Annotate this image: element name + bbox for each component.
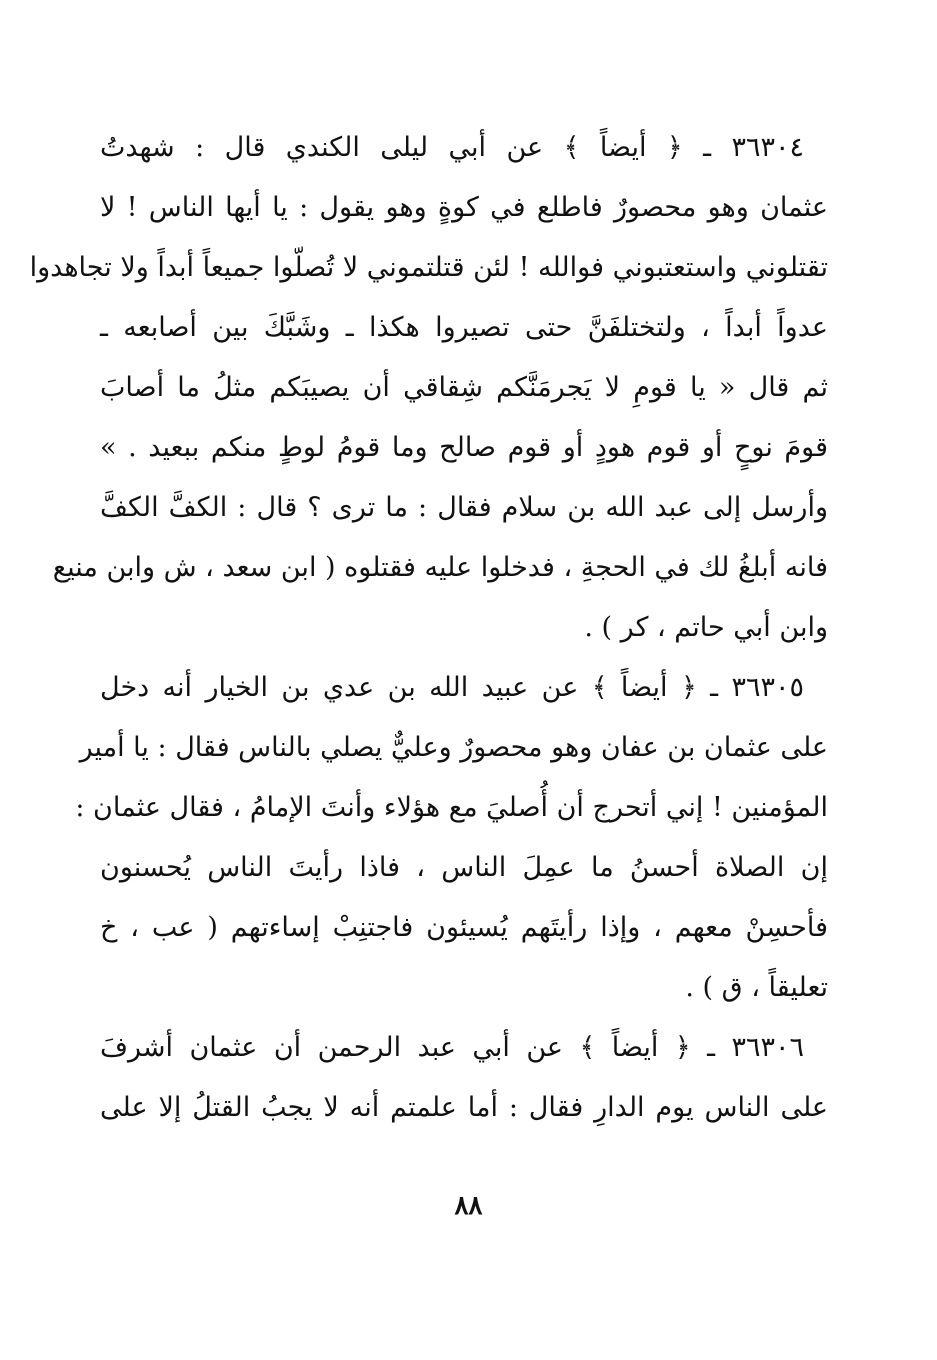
document-text <box>29 118 828 1138</box>
text-line: إن الصلاة أحسنُ ما عمِلَ الناس ، فاذا رأيتَ الناس يُحسنون <box>100 852 828 883</box>
text-line: ثم قال « يا قومِ لا يَجرمَنَّكم شِقاقي أن يصيبَكم مثلُ ما أصابَ <box>100 372 828 403</box>
text-line: المؤمنين ! إني أتحرج أن أُصليَ مع هؤلاء وأنتَ الإمامُ ، فقال عثمان : <box>75 792 828 823</box>
text-line: عثمان وهو محصورٌ فاطلع في كوةٍ وهو يقول : يا أيها الناس ! لا <box>100 192 828 223</box>
text-line: على الناس يوم الدارِ فقال : أما علمتم أنه لا يجبُ القتلُ إلا على <box>100 1092 828 1123</box>
text-line: تقتلوني واستعتبوني فوالله ! لئن قتلتموني لا تُصلّوا جميعاً أبداً ولا تجاهدوا <box>29 252 828 283</box>
text-line: فأحسِنْ معهم ، وإذا رأيتَهم يُسيئون فاجتنِبْ إساءتهم ( عب ، خ <box>100 912 828 943</box>
text-line: على عثمان بن عفان وهو محصورٌ وعليٌّ يصلي بالناس فقال : يا أمير <box>79 732 828 763</box>
page-number: ٨٨ <box>454 1191 483 1221</box>
text-line: قومَ نوحٍ أو قوم هودٍ أو قوم صالح وما قومُ لوطٍ منكم ببعيد . » <box>100 432 828 463</box>
text-line: ٣٦٣٠٥ ـ ﴿ أيضاً ﴾ عن عبيد الله بن عدي بن الخيار أنه دخل <box>100 672 804 703</box>
text-line: ٣٦٣٠٤ ـ ﴿ أيضاً ﴾ عن أبي ليلى الكندي قال : شهدتُ <box>100 132 804 163</box>
text-line: وابن أبي حاتم ، كر ) . <box>584 612 828 643</box>
text-line: ٣٦٣٠٦ ـ ﴿ أيضاً ﴾ عن أبي عبد الرحمن أن عثمان أشرفَ <box>100 1032 804 1063</box>
text-line: وأرسل إلى عبد الله بن سلام فقال : ما ترى ؟ قال : الكفَّ الكفَّ <box>100 492 828 523</box>
text-line: تعليقاً ، ق ) . <box>685 972 828 1003</box>
text-line: عدواً أبداً ، ولتختلفَنَّ حتى تصيروا هكذا ـ وشَبَّكَ بين أصابعه ـ <box>100 312 828 343</box>
text-line: فانه أبلغُ لك في الحجةِ ، فدخلوا عليه فقتلوه ( ابن سعد ، ش وابن منيع <box>52 552 828 583</box>
